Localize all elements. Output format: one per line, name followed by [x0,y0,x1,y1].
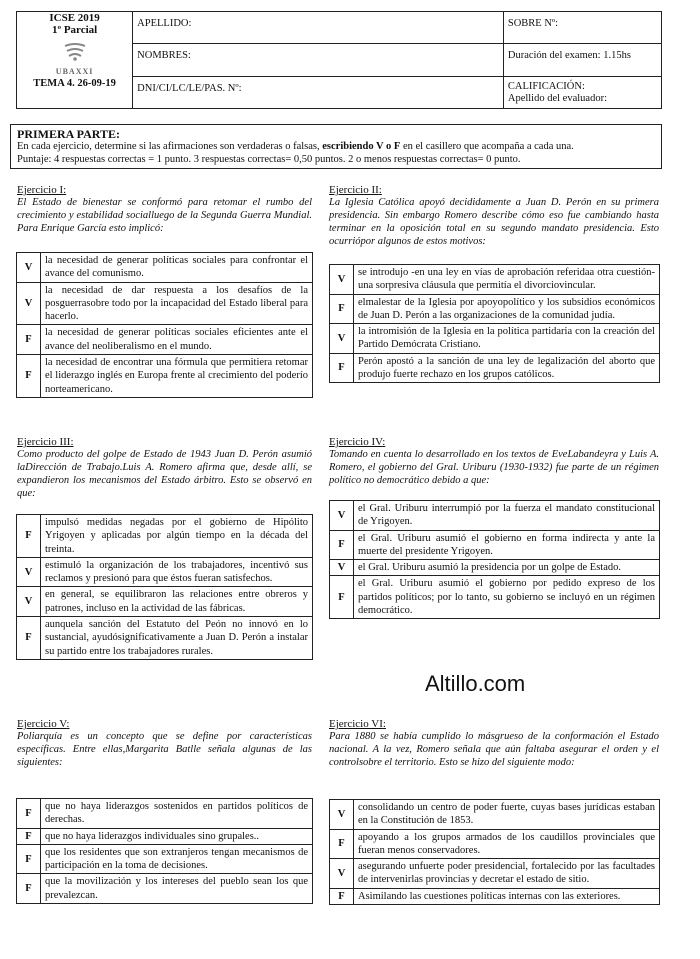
exam-number: 1º Parcial [51,24,98,36]
answer-row [17,587,313,617]
dni-field[interactable]: DNI/CI/LC/LE/PAS. Nº: [133,76,504,108]
statement-text: el Gral. Uriburu interrumpió por la fuerza el mandato constitucional de Yrigoyen. [354,501,660,531]
answer-box[interactable]: V [330,560,354,576]
exercise-title: Ejercicio VI: [329,718,386,730]
answer-row [17,799,313,829]
statement-text: asegurando unfuerte poder presidencial, fortalecido por las facultades de intervenirlas provincias y decretar el estado de sitio. [354,859,660,889]
exercise-5 [17,718,312,769]
exam-header [16,11,662,109]
statement-text: aunquela sanción del Estatuto del Peón no innovó en lo sustancial, ayudósignificativamente a Juan D. Perón a instalar su partido entre los trabajadores rurales. [41,617,313,660]
answer-row [330,888,660,904]
nombres-field[interactable]: NOMBRES: [133,44,504,76]
statement-text: la necesidad de generar políticas sociales para confrontar el avance del comunismo. [41,253,313,283]
exercise-1 [17,184,312,235]
answer-box[interactable]: F [17,617,41,660]
answer-row [17,844,313,874]
statement-text: se introdujo -en una ley en vías de aprobación referidaa otra cuestión- una sorpresiva cláusula que permitía el divorciovincular. [354,265,660,295]
answer-box[interactable]: F [17,828,41,844]
answer-row [17,874,313,904]
statement-text: que no haya liderazgos individuales sino grupales.. [41,828,313,844]
exercise-title: Ejercicio I: [17,184,67,196]
statement-text: estimuló la organización de los trabajadores, incentivó sus reclamos y presionó para que éstos fueran satisfechos. [41,557,313,587]
watermark: Altillo.com [425,671,526,696]
statement-text: la necesidad de encontrar una fórmula que permitiera retomar el liderazgo inglés en Europa frente al crecimiento del poderío norteamericano. [41,355,313,398]
statement-text: impulsó medidas negadas por el gobierno de Hipólito Yrigoyen y aplicadas por algún tiempo en la década del treinta. [41,515,313,558]
answer-box[interactable]: F [330,353,354,383]
answer-box[interactable]: F [330,530,354,560]
exercise-6 [329,718,659,769]
answer-box[interactable]: F [330,888,354,904]
exercise-prompt: Como producto del golpe de Estado de 1943 Juan D. Perón asumió laDirección de Trabajo.Luis A. Romero afirma que, desde allí, se expandieron los mecanismos del Estado árbitro. Esto se observó en que: [17,449,312,499]
exercise-3-answers [16,514,313,660]
statement-text: que no haya liderazgos sostenidos en partidos políticos de derechas. [41,799,313,829]
statement-text: que los residentes que son extranjeros tengan mecanismos de participación en la toma de decisiones. [41,844,313,874]
answer-row [17,282,313,325]
answer-box[interactable]: F [330,294,354,324]
answer-row [330,576,660,619]
answer-row [330,501,660,531]
statement-text: el Gral. Uriburu asumió el gobierno en forma indirecta y ante la muerte del presidente Yrigoyen. [354,530,660,560]
statement-text: consolidando un centro de poder fuerte, cuyas bases jurídicas estaban en la Constitución de 1853. [354,800,660,830]
answer-row [17,828,313,844]
answer-box[interactable]: V [17,557,41,587]
answer-row [17,557,313,587]
answer-row [17,253,313,283]
answer-box[interactable]: F [17,515,41,558]
exercise-2 [329,184,659,248]
answer-row [330,800,660,830]
section-title: PRIMERA PARTE: [17,127,121,141]
answer-row [330,265,660,295]
answer-row [17,325,313,355]
answer-box[interactable]: F [17,844,41,874]
exercise-4-answers [329,500,660,619]
statement-text: el Gral. Uriburu asumió la presidencia por un golpe de Estado. [354,560,660,576]
exercise-title: Ejercicio II: [329,184,382,196]
exercise-prompt: Tomando en cuenta lo desarrollado en los textos de EveLabandeyra y Luis A. Romero, el gobierno del Gral. Uriburu (1930-1932) fue parte de un régimen político no democrático debido a que: [329,449,659,486]
exercise-4 [329,436,659,487]
exercise-title: Ejercicio V: [17,718,70,730]
calificacion-label: CALIFICACIÓN: [507,80,585,92]
instructions-box [10,124,662,169]
instructions-text: En cada ejercicio, determine si las afirmaciones son verdaderas o falsas, escribiendo V o F en el casillero que acompaña a cada una. [17,141,574,152]
answer-box[interactable]: V [330,265,354,295]
answer-row [330,294,660,324]
ubaxxi-brand: UBAXXI [55,67,94,76]
answer-box[interactable]: V [17,253,41,283]
answer-box[interactable]: F [17,874,41,904]
exercise-2-answers [329,264,660,383]
statement-text: el Gral. Uriburu asumió el gobierno por pedido expreso de los partidos políticos; por lo tanto, su gobierno se incluyó en un régimen democrático. [354,576,660,619]
exercise-3 [17,436,312,500]
statement-text: apoyando a los grupos armados de los caudillos provinciales que fueran menos conservadores. [354,829,660,859]
exam-duration: Duración del examen: 1.15hs [503,44,661,76]
answer-row [330,353,660,383]
exercise-title: Ejercicio IV: [329,436,386,448]
answer-row [330,324,660,354]
answer-row [17,515,313,558]
statement-text: en general, se equilibraron las relaciones entre obreros y patrones, incluso en la actividad de las fábricas. [41,587,313,617]
answer-row [330,859,660,889]
exercise-prompt: Poliarquía es un concepto que se define por características específicas. Entre ellas,Margarita Batlle señala algunas de las siguientes: [17,731,312,768]
answer-row [17,355,313,398]
answer-row [330,560,660,576]
course-year: ICSE 2019 [49,12,100,24]
statement-text: la necesidad de generar políticas sociales eficientes ante el avance del neoliberalismo en el mundo. [41,325,313,355]
apellido-field[interactable]: APELLIDO: [133,12,504,44]
answer-box[interactable]: V [330,859,354,889]
calificacion-block[interactable] [503,76,661,108]
answer-row [330,829,660,859]
answer-row [17,617,313,660]
statement-text: elmalestar de la Iglesia por apoyopolítico y los subsidios económicos de Juan D. Perón a las organizaciones de la comunidad judía. [354,294,660,324]
exercise-5-answers [16,798,313,904]
answer-box[interactable]: F [17,355,41,398]
exercise-prompt: La Iglesia Católica apoyó decididamente a Juan D. Perón en su primera presidencia. Sin embargo Romero describe cómo eso fue cambiando hasta terminar en la oposición total en su segundo mandato presidencia. Esto ocurriópor algunos de estos motivos: [329,197,659,247]
ubaxxi-logo-icon [62,42,88,62]
answer-box[interactable]: V [330,324,354,354]
exercise-1-answers [16,252,313,398]
answer-box[interactable]: F [330,576,354,619]
sobre-field[interactable]: SOBRE Nº: [503,12,661,44]
answer-box[interactable]: V [17,587,41,617]
exercise-prompt: Para 1880 se había cumplido lo másgrueso de la conformación el Estado nacional. A la vez, Romero señala que aún faltaba asegurar el orden y el controlsobre el territorio. Esto se hizo del siguiente modo: [329,731,659,768]
statement-text: que la movilización y los intereses del pueblo sean los que prevalezcan. [41,874,313,904]
answer-row [330,530,660,560]
statement-text: Perón apostó a la sanción de una ley de legalización del aborto que produjo fuerte rechazo en los grupos católicos. [354,353,660,383]
statement-text: la necesidad de dar respuesta a los desafíos de la posguerrasobre todo por la incapacidad del Estado liberal para hacerlo. [41,282,313,325]
evaluador-label: Apellido del evaluador: [507,92,607,104]
answer-box[interactable]: V [17,282,41,325]
exercise-title: Ejercicio III: [17,436,74,448]
exercise-6-answers [329,799,660,905]
statement-text: la intromisión de la Iglesia en la política partidaria con la creación del Partido Demócrata Cristiano. [354,324,660,354]
scoring-text: Puntaje: 4 respuestas correctas = 1 punto. 3 respuestas correctas= 0,50 puntos. 2 o menos respuestas correctas= 0 punto. [17,154,521,165]
exercise-prompt: El Estado de bienestar se conformó para retomar el rumbo del crecimiento y estabilidad socialluego de la Segunda Guerra Mundial. Para Enrique García esto implicó: [17,197,312,234]
answer-box[interactable]: F [17,799,41,829]
statement-text: Asimilando las cuestiones políticas internas con las exteriores. [354,888,660,904]
answer-box[interactable]: V [330,800,354,830]
exam-logo-block [17,12,133,109]
answer-box[interactable]: F [17,325,41,355]
answer-box[interactable]: F [330,829,354,859]
answer-box[interactable]: V [330,501,354,531]
exam-tema: TEMA 4. 26-09-19 [33,78,116,89]
